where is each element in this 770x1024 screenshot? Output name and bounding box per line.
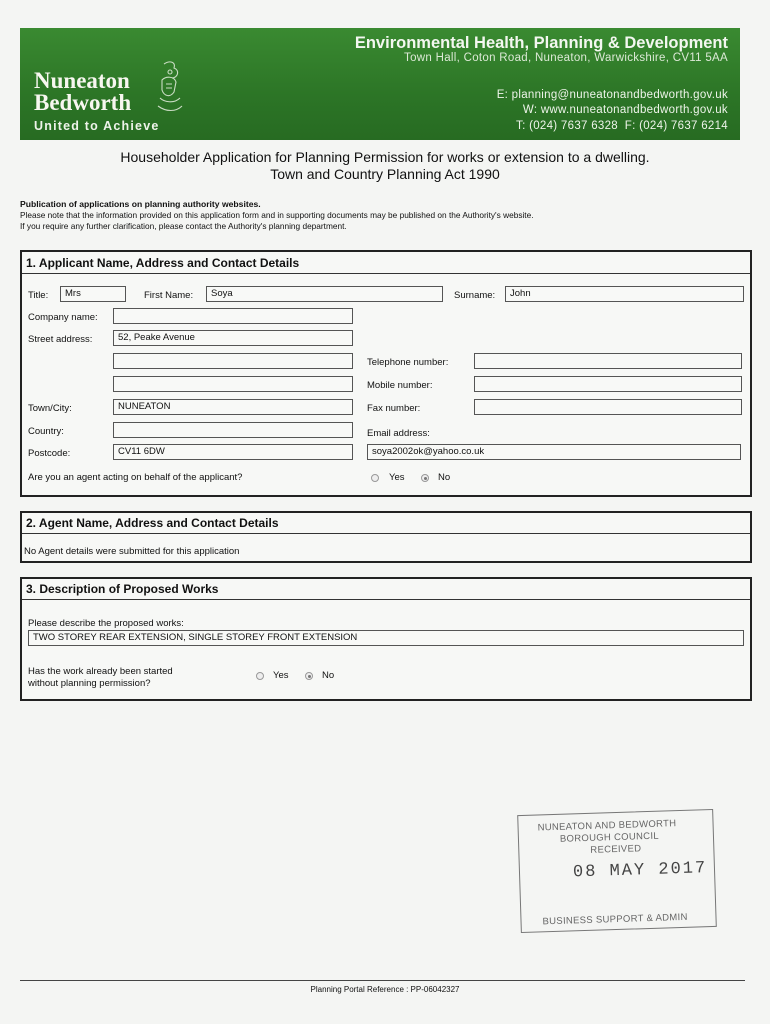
telephone-label: Telephone number: xyxy=(367,357,449,368)
describe-label: Please describe the proposed works: xyxy=(28,618,184,629)
surname-field[interactable]: John xyxy=(505,286,744,302)
title-field[interactable]: Mrs xyxy=(60,286,126,302)
department-title: Environmental Health, Planning & Development xyxy=(354,34,728,52)
mobile-field[interactable] xyxy=(474,376,742,392)
section-applicant xyxy=(20,250,752,497)
postcode-label: Postcode: xyxy=(28,448,71,459)
council-crest-icon xyxy=(152,58,188,118)
agent-yes-label: Yes xyxy=(389,472,405,483)
first-name-label: First Name: xyxy=(144,290,194,301)
contact-fax: F: (024) 7637 6214 xyxy=(624,120,728,132)
form-title: Householder Application for Planning Permission for works or extension to a dwelling. xyxy=(120,149,650,165)
stamp-line1: NUNEATON AND BEDWORTH xyxy=(537,818,677,834)
started-yes-radio[interactable] xyxy=(256,672,264,680)
section3-divider xyxy=(22,599,750,600)
publication-line2: If you require any further clarification, please contact the Authority's planning department. xyxy=(20,221,347,231)
section3-heading: 3. Description of Proposed Works xyxy=(26,582,219,596)
council-name-line2: Bedworth xyxy=(34,90,132,115)
surname-label: Surname: xyxy=(454,290,496,301)
postcode-field[interactable]: CV11 6DW xyxy=(113,444,353,460)
email-field[interactable]: soya2002ok@yahoo.co.uk xyxy=(367,444,741,460)
stamp-line2: BOROUGH COUNCIL xyxy=(559,830,660,845)
started-question-line2: without planning permission? xyxy=(28,678,151,689)
started-no-label: No xyxy=(322,670,335,681)
agent-yes-radio[interactable] xyxy=(371,474,379,482)
street-label: Street address: xyxy=(28,334,93,345)
section1-heading: 1. Applicant Name, Address and Contact Details xyxy=(26,256,300,270)
council-tagline: United to Achieve xyxy=(34,119,160,133)
fax-field[interactable] xyxy=(474,399,742,415)
agent-question: Are you an agent acting on behalf of the applicant? xyxy=(28,472,243,483)
fax-label: Fax number: xyxy=(367,403,421,414)
publication-line1: Please note that the information provided on this application form and in supporting documents may be published on the Authority's website. xyxy=(20,210,534,220)
telephone-field[interactable] xyxy=(474,353,742,369)
started-question-line1: Has the work already been started xyxy=(28,666,173,677)
street-line2-field[interactable] xyxy=(113,353,353,369)
department-address: Town Hall, Coton Road, Nuneaton, Warwickshire, CV11 5AA xyxy=(404,52,728,64)
contact-email: E: planning@nuneatonandbedworth.gov.uk xyxy=(496,89,728,101)
received-stamp xyxy=(517,809,717,933)
council-name-line1: Nuneaton xyxy=(34,68,130,93)
publication-heading: Publication of applications on planning authority websites. xyxy=(20,199,261,209)
contact-phone: T: (024) 7637 6328 xyxy=(516,120,618,132)
country-label: Country: xyxy=(28,426,64,437)
street-line3-field[interactable] xyxy=(113,376,353,392)
stamp-line3: RECEIVED xyxy=(590,843,642,856)
agent-no-radio[interactable] xyxy=(421,474,429,482)
form-subtitle: Town and Country Planning Act 1990 xyxy=(270,166,500,182)
description-field[interactable]: TWO STOREY REAR EXTENSION, SINGLE STOREY FRONT EXTENSION xyxy=(28,630,744,646)
stamp-line4: BUSINESS SUPPORT & ADMIN xyxy=(542,911,688,928)
section-description xyxy=(20,577,752,701)
first-name-field[interactable]: Soya xyxy=(206,286,443,302)
street-line1-field[interactable]: 52, Peake Avenue xyxy=(113,330,353,346)
portal-reference: Planning Portal Reference : PP-06042327 xyxy=(310,985,460,994)
country-field[interactable] xyxy=(113,422,353,438)
section2-heading: 2. Agent Name, Address and Contact Details xyxy=(26,516,279,530)
footer-rule xyxy=(20,980,745,981)
started-yes-label: Yes xyxy=(273,670,289,681)
section2-divider xyxy=(22,533,750,534)
town-label: Town/City: xyxy=(28,403,72,414)
town-field[interactable]: NUNEATON xyxy=(113,399,353,415)
header-banner xyxy=(20,28,740,140)
company-label: Company name: xyxy=(28,312,98,323)
stamp-date: 08 MAY 2017 xyxy=(572,859,708,883)
started-no-radio[interactable] xyxy=(305,672,313,680)
section1-divider xyxy=(22,273,750,274)
company-field[interactable] xyxy=(113,308,353,324)
email-label: Email address: xyxy=(367,428,430,439)
contact-web: W: www.nuneatonandbedworth.gov.uk xyxy=(522,104,728,116)
agent-no-label: No xyxy=(438,472,451,483)
mobile-label: Mobile number: xyxy=(367,380,433,391)
title-label: Title: xyxy=(28,290,49,301)
agent-note: No Agent details were submitted for this application xyxy=(24,546,240,557)
section-agent xyxy=(20,511,752,563)
